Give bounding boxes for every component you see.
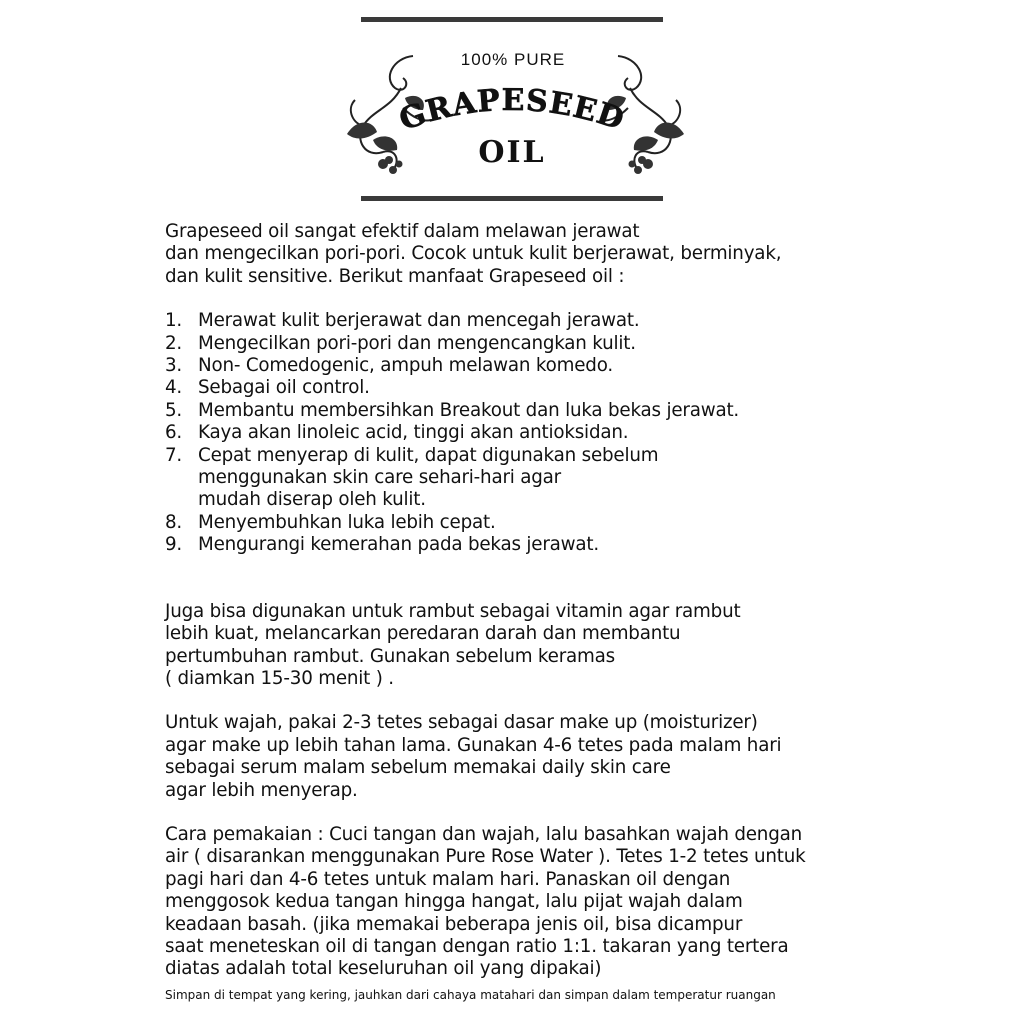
list-item: 1. Merawat kulit berjerawat dan mencegah jerawat. [165, 310, 640, 332]
product-subtitle: OIL [478, 135, 546, 170]
face-paragraph: Untuk wajah, pakai 2-3 tetes sebagai dasar make up (moisturizer) agar make up lebih tahan lama. Gunakan 4-6 tetes pada malam hari sebagai serum malam sebelum memakai daily skin care agar lebih menyerap. [165, 712, 782, 801]
top-rule [361, 17, 663, 22]
intro-paragraph: Grapeseed oil sangat efektif dalam melawan jerawat dan mengecilkan pori-pori. Cocok untuk kulit berjerawat, berminyak, dan kulit sensitive. Berikut manfaat Grapeseed oil : [165, 221, 782, 287]
usage-paragraph: Cara pemakaian : Cuci tangan dan wajah, lalu basahkan wajah dengan air ( disarankan menggunakan Pure Rose Water ). Tetes 1-2 tetes untuk pagi hari dan 4-6 tetes untuk malam hari. Panaskan oil dengan menggosok kedua tangan hingga hangat, lalu pijat wajah dalam keadaan basah. (jika memakai beberapa jenis oil, bisa dicampur saat meneteskan oil di tangan dengan ratio 1:1. takaran yang tertera diatas adalah total keseluruhan oil yang dipakai) [165, 823, 806, 980]
svg-text:GRAPESEED [395, 83, 629, 138]
list-item: 2. Mengecilkan pori-pori dan mengencangkan kulit. [165, 332, 636, 354]
product-title-text: GRAPESEED [395, 82, 629, 138]
bottom-rule [361, 196, 663, 201]
benefits-list [165, 310, 885, 556]
list-item: 7. Cepat menyerap di kulit, dapat digunakan sebelum menggunakan skin care sehari-hari agar mudah diserap oleh kulit. [165, 444, 659, 511]
hair-paragraph: Juga bisa digunakan untuk rambut sebagai vitamin agar rambut lebih kuat, melancarkan peredaran darah dan membantu pertumbuhan rambut. Gunakan sebelum keramas ( diamkan 15-30 menit ) . [165, 600, 741, 689]
description-body [165, 221, 885, 981]
list-item: 6. Kaya akan linoleic acid, tinggi akan antioksidan. [165, 422, 629, 444]
list-item: 8. Menyembuhkan luka lebih cepat. [165, 511, 496, 533]
storage-note: Simpan di tempat yang kering, jauhkan dari cahaya matahari dan simpan dalam temperatur ruangan [165, 988, 776, 1002]
purity-text: 100% PURE [460, 50, 566, 69]
list-item: 4. Sebagai oil control. [165, 377, 370, 399]
list-item: 9. Mengurangi kemerahan pada bekas jerawat. [165, 534, 599, 556]
list-item: 3. Non- Comedogenic, ampuh melawan komedo. [165, 355, 613, 377]
list-item: 5. Membantu membersihkan Breakout dan luka bekas jerawat. [165, 399, 740, 421]
